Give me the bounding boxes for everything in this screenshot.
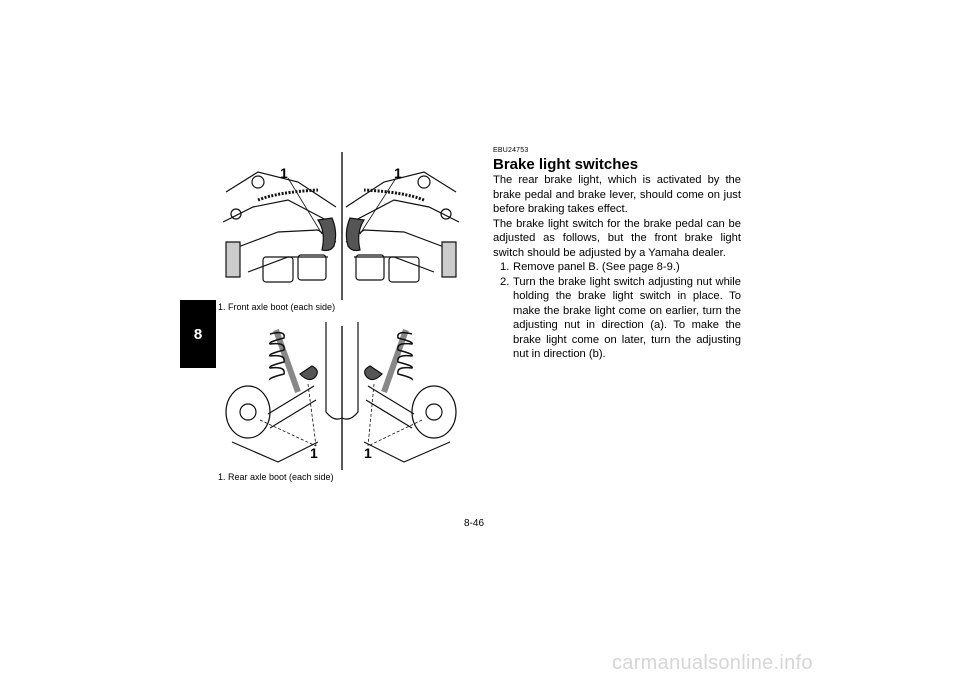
callout-1-right: 1 <box>364 445 372 461</box>
step-number: 1. <box>500 261 510 273</box>
section-content <box>493 146 741 362</box>
rear-axle-boot-illustration <box>218 322 464 470</box>
section-code: EBU24753 <box>493 147 529 154</box>
figure-caption-rear: 1. Rear axle boot (each side) <box>218 472 334 482</box>
chapter-tab: 8 <box>180 300 216 368</box>
list-item <box>493 260 741 275</box>
front-axle-drawing <box>218 152 464 300</box>
front-axle-boot-illustration <box>218 152 464 300</box>
callout-1-left: 1 <box>280 165 288 181</box>
step-text: Remove panel B. (See page 8-9.) <box>513 261 680 273</box>
procedure-steps <box>493 260 741 362</box>
paragraph: The rear brake light, which is activated by the brake pedal and brake lever, should come on just before braking takes effect. <box>493 174 741 215</box>
figure-caption-front: 1. Front axle boot (each side) <box>218 302 336 312</box>
callout-1-left: 1 <box>310 445 318 461</box>
watermark: carmanualsonline.info <box>612 652 813 674</box>
callout-1-right: 1 <box>394 165 402 181</box>
rear-axle-drawing <box>218 322 464 470</box>
step-number: 2. <box>500 275 510 288</box>
list-item <box>493 275 741 362</box>
step-text: Turn the brake light switch adjusting nut while holding the brake light switch in place. To make the brake light come on earlier, turn the adjusting nut in direction (a). To make the brake light come on later, turn the adjusting nut in direction (b). <box>513 275 741 360</box>
section-title: Brake light switches <box>493 156 639 173</box>
page-number: 8-46 <box>464 518 485 529</box>
paragraph: The brake light switch for the brake pedal can be adjusted as follows, but the front brake light switch should be adjusted by a Yamaha dealer. <box>493 217 741 259</box>
